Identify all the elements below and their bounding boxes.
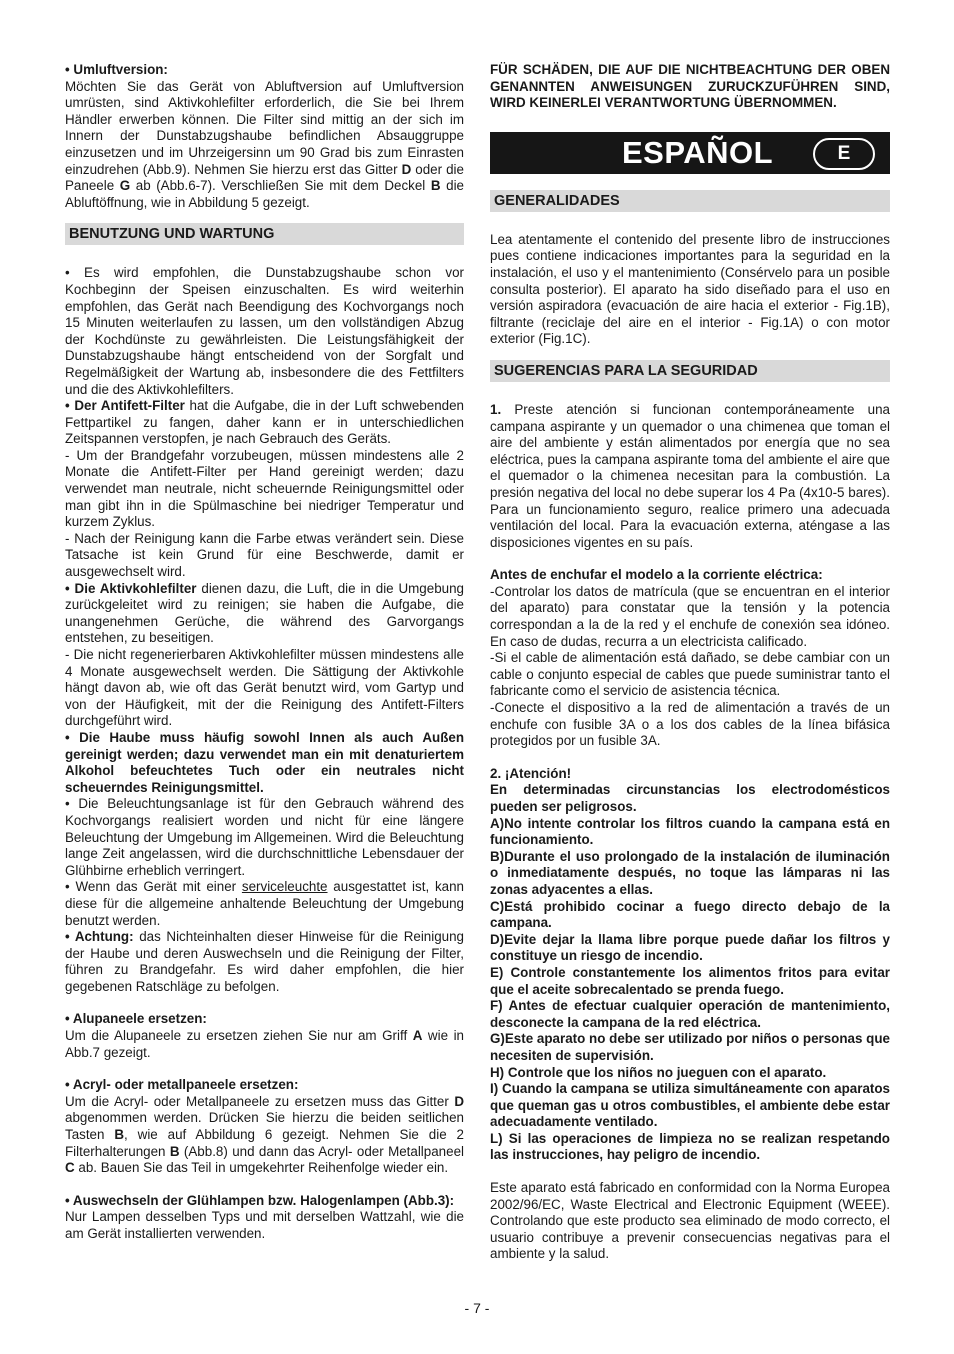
- atencion-heading: 2. ¡Atención!: [490, 765, 572, 781]
- umluft-paragraph: Möchten Sie das Gerät von Abluftversion auf Umluftversion umrüsten, sind Aktivkohlefilter erforderlich, die Sie bei Ihrem Händler erwerben können. Die Filter sind mittig an der sich im Innern der Dunstabzugshaube befindlichen Absauggruppe einzusetzen und im Uhrzeigersinn um 90 Grad bis zum Einrasten einzudrehen (Abb.9). Nehmen Sie hierzu erst das Gitter D oder die Paneele G ab (Abb.6-7). Verschließen Sie mit dem Deckel B die Abluftöffnung, wie in Abbildung 5 gezeigt.: [65, 78, 464, 210]
- section-heading-generalidades: GENERALIDADES: [490, 190, 890, 212]
- alu-paragraph: Um die Alupaneele zu ersetzen ziehen Sie nur am Griff A wie in Abb.7 gezeigt.: [65, 1028, 464, 1060]
- lamp-paragraph: Nur Lampen desselben Typs und mit derselben Wattzahl, wie die am Gerät installierten verwenden.: [65, 1209, 464, 1241]
- acryl-heading: • Acryl- oder metallpaneele ersetzen:: [65, 1077, 299, 1093]
- atencion-item: L) Si las operaciones de limpieza no se realizan respetando las instrucciones, hay peligro de incendio.: [490, 1130, 890, 1163]
- paragraph-bold: • Die Haube muss häufig sowohl Innen als auch Außen gereinigt werden; dazu verwendet man ein mit denaturiertem Alkohol befeuchtetes Tuch oder ein neutrales nicht scheuerndes Reinigungsmittel.: [65, 729, 464, 795]
- atencion-item: D)Evite dejar la llama libre porque puede dañar los filtros y constituye un riesgo de incendio.: [490, 931, 890, 964]
- atencion-item: F) Antes de efectuar cualquier operación de mantenimiento, desconecte la campana de la red eléctrica.: [490, 998, 890, 1030]
- language-badge: E: [813, 138, 875, 170]
- left-column: [65, 62, 464, 1243]
- paragraph: • Es wird empfohlen, die Dunstabzugshaube schon vor Kochbeginn der Speisen einzuschalten. Es wird weiterhin empfohlen, das Gerät nach Beendigung des Kochvorgangs noch 15 Minuten weiterlaufen zu lassen, um den vollständigen Abzug der Kochdünste zu gewährleisten. Die Leistungsfähigkeit der Dunstabzugshaube hängt entscheidend von der Sorgfalt und Regelmäßigkeit der Wartung ab, insbesondere die des Fettfilters und die des Aktivkohlefilters.: [65, 265, 464, 397]
- section-heading-seguridad: SUGERENCIAS PARA LA SEGURIDAD: [490, 360, 890, 382]
- paragraph: • Achtung: das Nichteinhalten dieser Hinweise für die Reinigung der Haube und deren Auswechseln und die Reinigung der Filter, führen zu Brandgefahr. Es wird daher empfohlen, die hier gegebenen Ratschläge zu befolgen.: [65, 929, 465, 994]
- right-column: [490, 62, 890, 1263]
- lamp-heading: • Auswechseln der Glühlampen bzw. Halogenlampen (Abb.3):: [65, 1192, 455, 1208]
- paragraph: -Controlar los datos de matrícula (que se encuentran en el interior del aparato) para constatar que la tensión y la potencia correspondan a la de la red y el enchufe de conexión sea idóneo. En caso de dudas, recurra a un electricista calificado.: [490, 583, 890, 649]
- paragraph: - Nach der Reinigung kann die Farbe etwas verändert sein. Diese Tatsache ist kein Grund für eine Beschwerde, damit er ausgewechselt wird.: [65, 530, 464, 580]
- language-banner: [490, 132, 890, 174]
- section-heading-benutzung: BENUTZUNG UND WARTUNG: [65, 223, 464, 245]
- atencion-item: B)Durante el uso prolongado de la instalación de iluminación o inmediatamente después, no toque las lámparas ni las zonas adyacentes a ellas.: [490, 848, 890, 897]
- paragraph: -Conecte el dispositivo a la red de alimentación a través de un enchufe con fusible 3A o a los dos cables de la línea bifásica protegidos por un fusible 3A.: [490, 700, 890, 749]
- paragraph: • Die Aktivkohlefilter dienen dazu, die Luft, die in die Umgebung zurückgeleitet wird zu reinigen; sie haben die Aufgabe, die unangenehmen Gerüche, die während des Garvorgangs entstehen, zu beseitigen.: [65, 580, 464, 646]
- seguridad-paragraph-1: 1. Preste atención si funcionan contemporáneamente una campana aspirante y un quemador o una chimenea que toman el aire del ambiente y están alimentados por energía que no sea eléctrica, pues la campana aspirante toma del ambiente el aire que el quemador o la chimenea necesitan para la combustión. La presión negativa del local no debe superar los 4 Pa (4x10-5 bares). Para un funcionamiento seguro, realice primero una adecuada ventilación del local. Para la evacuación externa, aténgase a las disposiciones vigentes en su país.: [490, 401, 890, 550]
- generalidades-paragraph: Lea atentamente el contenido del presente libro de instrucciones pues contiene indicaciones importantes para la seguridad en la instalación, el uso y el mantenimiento (Consérvelo para un posible consulta posterior). El aparato ha sido diseñado para el uso en versión aspiradora (evacuación de aire hacia el exterior - Fig.1B), filtrante (reciclaje del aire en el interior - Fig.1A) o con motor exterior (Fig.1C).: [490, 231, 890, 347]
- atencion-item: E) Controle constantemente los alimentos fritos para evitar que el aceite sobrecalentado se prenda fuego.: [490, 964, 890, 997]
- page-number: - 7 -: [464, 1300, 490, 1316]
- liability-warning: FÜR SCHÄDEN, DIE AUF DIE NICHTBEACHTUNG DER OBEN GENANNTEN ANWEISUNGEN ZURUCKZUFÜHREN SIND, WIRD KEINERLEI VERANTWORTUNG ÜBERNOMMEN.: [490, 62, 890, 111]
- language-title: ESPAÑOL: [622, 134, 774, 170]
- atencion-item: C)Está prohibido cocinar a fuego directo debajo de la campana.: [490, 898, 890, 931]
- alu-heading: • Alupaneele ersetzen:: [65, 1011, 207, 1027]
- paragraph: - Um der Brandgefahr vorzubeugen, müssen mindestens alle 2 Monate die Antifett-Filter per Hand gereinigt werden; dazu verwendet man neutrale, nicht scheuernde Reinigungsmittel oder man gibt ihn in die Spülmaschine bei niedriger Temperatur und kurzem Zyklus.: [65, 447, 464, 530]
- paragraph: • Wenn das Gerät mit einer serviceleuchte ausgestattet ist, kann diese für die allgemeine anhaltende Beleuchtung der Umgebung benutzt werden.: [65, 879, 464, 928]
- atencion-intro: En determinadas circunstancias los electrodomésticos pueden ser peligrosos.: [490, 782, 890, 814]
- paragraph: - Die nicht regenerierbaren Aktivkohlefilter müssen mindestens alle 4 Monate ausgewechselt werden. Die Sättigung der Aktivkohle hängt davon ab, wie oft das Gerät benutzt wird, vom Gartyp und von der Häufigkeit, mit der die Reinigung des Antifett-Filters durchgeführt wird.: [65, 647, 464, 729]
- atencion-item: G)Este aparato no debe ser utilizado por niños o personas que necesiten de supervisión.: [490, 1031, 890, 1063]
- acryl-paragraph: Um die Acryl- oder Metallpaneele zu ersetzen muss das Gitter D abgenommen werden. Drücken Sie hierzu die beiden seitlichen Tasten B, wie auf Abbildung 6 gezeigt. Nehmen Sie die 2 Filterhalterungen B (Abb.8) und dann das Acryl- oder Metallpaneel C ab. Bauen Sie das Teil in umgekehrter Reihenfolge wieder ein.: [65, 1093, 464, 1176]
- enchufar-heading: Antes de enchufar el modelo a la corriente eléctrica:: [490, 567, 823, 583]
- atencion-item: I) Cuando la campana se utiliza simultáneamente con aparatos que queman gas u otros combustibles, el ambiente debe estar adecuadamente ventilado.: [490, 1081, 890, 1130]
- umluft-heading: • Umluftversion:: [65, 62, 168, 77]
- atencion-item: A)No intente controlar los filtros cuando la campana está en funcionamiento.: [490, 815, 890, 848]
- paragraph: • Die Beleuchtungsanlage ist für den Gebrauch während des Kochvorgangs realisiert worden und nicht für eine längere Beleuchtung der Umgebung im Allgemeinen. Wird die Beleuchtung lange Zeit angelassen, wird die durchschnittliche Lebensdauer der Glühbirne erheblich verringert.: [65, 796, 464, 878]
- weee-paragraph: Este aparato está fabricado en conformidad con la Norma Europea 2002/96/EC, Waste Electrical and Electronic Equipment (WEEE). Controlando que este producto sea eliminado de modo correcto, el usuario contribuye a prevenir consecuencias negativas para el ambiente y la salud.: [490, 1180, 890, 1262]
- paragraph: • Der Antifett-Filter hat die Aufgabe, die in der Luft schwebenden Fettpartikel zu fangen, daher kann er in unterschiedlichen Zeitspannen verstopfen, je nach Gebrauch des Geräts.: [65, 398, 464, 447]
- paragraph: -Si el cable de alimentación está dañado, se debe cambiar con un cable o conjunto especial de cables que puede suministrar tanto el fabricante como el servicio de asistencia técnica.: [490, 650, 890, 699]
- atencion-item: H) Controle que los niños no jueguen con el aparato.: [490, 1064, 827, 1080]
